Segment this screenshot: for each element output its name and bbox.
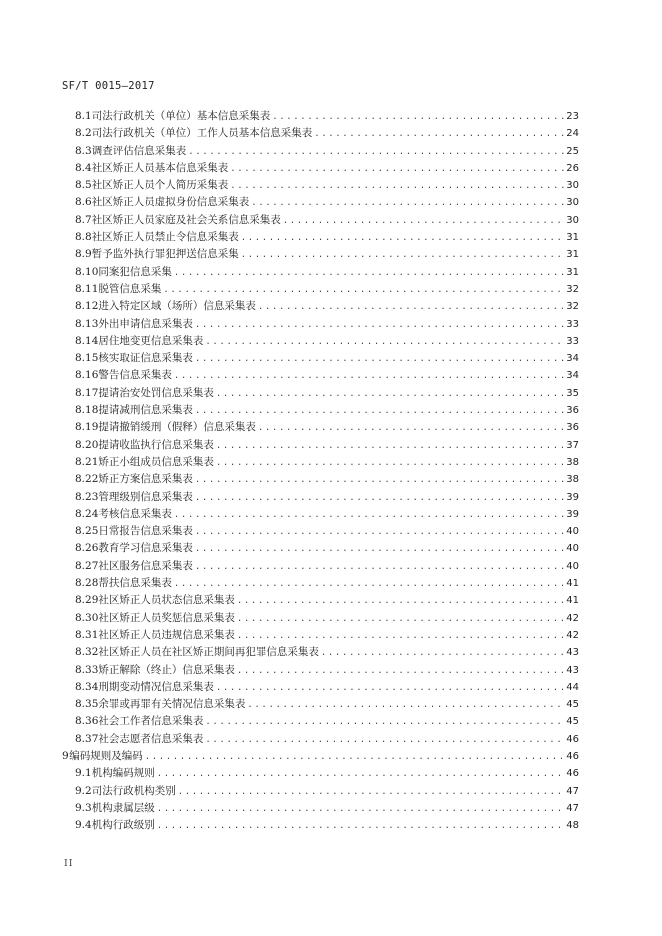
toc-entry[interactable] (62, 592, 579, 609)
toc-leader-dots (157, 801, 565, 818)
toc-entry[interactable] (62, 575, 579, 592)
toc-leader-dots (195, 559, 564, 576)
toc-entry-number: 8.10 (75, 265, 99, 278)
toc-entry[interactable] (62, 644, 579, 661)
toc-entry-number: 9 (62, 749, 69, 762)
toc-entry-page: 35 (566, 387, 579, 399)
toc-entry-number: 8.4 (75, 161, 92, 174)
toc-entry[interactable] (62, 350, 579, 367)
toc-entry-number: 8.35 (75, 698, 99, 711)
toc-entry-title[interactable]: 机构行政级别 (91, 819, 155, 832)
toc-entry-title[interactable]: 机构隶属层级 (91, 801, 155, 814)
page-number: II (64, 858, 74, 869)
toc-entry-number: 8.1 (75, 110, 92, 122)
toc-entry[interactable] (62, 194, 579, 211)
toc-leader-dots (321, 645, 564, 662)
toc-entry-title[interactable]: 社会工作者信息采集表 (98, 715, 204, 728)
toc-entry-page: 26 (566, 162, 579, 174)
toc-entry[interactable] (62, 696, 579, 713)
toc-entry-page: 33 (566, 318, 579, 330)
toc-entry[interactable] (62, 298, 579, 315)
toc-entry[interactable] (62, 558, 579, 575)
toc-entry[interactable] (62, 316, 579, 333)
toc-entry[interactable] (62, 177, 579, 194)
toc-entry[interactable] (62, 212, 579, 229)
toc-leader-dots (195, 541, 564, 558)
toc-entry-page: 46 (566, 733, 579, 745)
toc-entry-number: 8.27 (75, 559, 99, 572)
toc-leader-dots (237, 663, 564, 680)
toc-leader-dots (258, 299, 564, 316)
toc-leader-dots (145, 749, 565, 766)
toc-leader-dots (195, 490, 564, 507)
toc-entry-title[interactable]: 刑期变动情况信息采集表 (98, 680, 214, 693)
toc-entry[interactable] (62, 817, 579, 834)
toc-leader-dots (241, 230, 565, 247)
toc-entry-title[interactable]: 社区矫正人员基本信息采集表 (91, 161, 229, 174)
toc-leader-dots (174, 507, 564, 524)
toc-entry-page: 43 (566, 664, 579, 676)
toc-entry-title[interactable]: 司法行政机构类别 (91, 784, 176, 797)
toc-entry-number: 8.6 (75, 196, 92, 209)
toc-entry-title[interactable]: 社区矫正人员禁止令信息采集表 (91, 231, 239, 244)
toc-entry[interactable] (62, 125, 579, 142)
toc-entry-title[interactable]: 教育学习信息采集表 (98, 542, 193, 555)
toc-entry-number: 8.7 (75, 213, 92, 226)
toc-leader-dots (283, 213, 565, 230)
toc-entry-title[interactable]: 矫正小组成员信息采集表 (98, 455, 214, 468)
toc-entry-title[interactable]: 矫正方案信息采集表 (98, 473, 193, 486)
toc-leader-dots (205, 732, 564, 749)
toc-entry-number: 8.29 (75, 594, 99, 607)
toc-entry-page: 45 (566, 699, 579, 711)
toc-entry-number: 8.17 (75, 386, 99, 399)
toc-entry-number: 8.37 (75, 732, 99, 745)
toc-entry-number: 8.5 (75, 179, 92, 192)
toc-leader-dots (237, 628, 564, 645)
toc-entry-page: 34 (566, 353, 579, 365)
toc-entry-page: 30 (566, 180, 579, 192)
toc-leader-dots (195, 351, 564, 368)
toc-entry[interactable] (62, 679, 579, 696)
toc-entry-title[interactable]: 矫正解除（终止）信息采集表 (98, 663, 235, 676)
toc-entry-title[interactable]: 提请撤销缓刑（假释）信息采集表 (98, 421, 256, 434)
toc-entry-page: 24 (566, 128, 579, 140)
toc-entry-number: 8.32 (75, 646, 99, 659)
toc-entry-title[interactable]: 提请减刑信息采集表 (98, 404, 193, 417)
toc-leader-dots (188, 144, 564, 161)
toc-entry-title[interactable]: 司法行政机关（单位）工作人员基本信息采集表 (91, 127, 313, 140)
toc-entry-title[interactable]: 外出申请信息采集表 (98, 317, 193, 330)
toc-entry-number: 8.33 (75, 663, 99, 676)
toc-entry-page: 25 (566, 145, 579, 157)
toc-entry-page: 23 (566, 111, 579, 122)
toc-leader-dots (241, 247, 565, 264)
toc-entry-page: 32 (566, 301, 579, 313)
toc-leader-dots (178, 784, 565, 801)
toc-entry-page: 47 (566, 785, 579, 797)
toc-entry-number: 8.31 (75, 628, 99, 641)
toc-entry-number: 8.28 (75, 577, 99, 590)
toc-entry-title[interactable]: 机构编码规则 (91, 767, 155, 780)
toc-entry[interactable] (62, 627, 579, 644)
toc-leader-dots (230, 161, 564, 178)
toc-leader-dots (216, 680, 564, 697)
toc-leader-dots (258, 420, 564, 437)
toc-entry[interactable] (62, 610, 579, 627)
toc-entry-page: 41 (566, 578, 579, 590)
toc-leader-dots (174, 576, 564, 593)
toc-leader-dots (251, 195, 564, 212)
standard-code-header: SF/T 0015—2017 (62, 80, 155, 92)
toc-entry-title[interactable]: 社区矫正人员虚拟身份信息采集表 (91, 196, 250, 209)
toc-entry-title[interactable]: 调查评估信息采集表 (91, 144, 187, 157)
toc-entry-title[interactable]: 余罪或再罪有关情况信息采集表 (98, 698, 246, 711)
toc-leader-dots (272, 109, 564, 126)
toc-entry-title[interactable]: 核实取证信息采集表 (98, 352, 193, 365)
toc-entry-title[interactable]: 编码规则及编码 (69, 749, 143, 762)
toc-entry-number: 8.2 (75, 127, 92, 140)
toc-entry[interactable] (62, 419, 579, 436)
toc-entry-title[interactable]: 司法行政机关（单位）基本信息采集表 (91, 110, 271, 122)
toc-entry-title[interactable]: 社区矫正人员在社区矫正期间再犯罪信息采集表 (98, 646, 319, 659)
toc-entry-title[interactable]: 考核信息采集表 (98, 507, 172, 520)
toc-leader-dots (157, 818, 565, 835)
toc-entry-title[interactable]: 社区矫正人员个人简历采集表 (91, 179, 229, 192)
toc-entry-page: 46 (566, 750, 579, 762)
toc-entry-number: 8.13 (75, 317, 99, 330)
toc-entry[interactable] (62, 246, 579, 263)
toc-leader-dots (216, 386, 564, 403)
toc-entry[interactable] (62, 402, 579, 419)
toc-entry-page: 38 (566, 474, 579, 486)
toc-entry[interactable] (62, 108, 579, 125)
toc-entry-number: 8.23 (75, 490, 99, 503)
toc-entry-page: 37 (566, 439, 579, 451)
toc-leader-dots (237, 611, 564, 628)
toc-entry[interactable] (62, 471, 579, 488)
toc-leader-dots (205, 334, 564, 351)
toc-entry-title[interactable]: 管理级别信息采集表 (98, 490, 193, 503)
toc-leader-dots (195, 403, 564, 420)
toc-entry-number: 8.24 (75, 507, 99, 520)
toc-entry-page: 30 (566, 214, 579, 226)
toc-entry[interactable] (62, 506, 579, 523)
toc-leader-dots (195, 524, 564, 541)
toc-entry-number: 9.1 (75, 767, 92, 780)
table-of-contents (62, 108, 579, 834)
toc-entry-number: 8.16 (75, 369, 99, 382)
toc-entry[interactable] (62, 160, 579, 177)
toc-entry[interactable] (62, 489, 579, 506)
toc-entry-page: 46 (566, 768, 579, 780)
toc-entry-page: 44 (566, 681, 579, 693)
toc-entry-number: 8.36 (75, 715, 99, 728)
toc-entry-title[interactable]: 帮扶信息采集表 (98, 577, 172, 590)
toc-entry-title[interactable]: 居住地变更信息采集表 (98, 334, 204, 347)
toc-entry[interactable] (62, 783, 579, 800)
toc-leader-dots (237, 593, 564, 610)
toc-entry-title[interactable]: 社区矫正人员违规信息采集表 (98, 628, 235, 641)
toc-leader-dots (247, 697, 564, 714)
toc-entry[interactable] (62, 333, 579, 350)
toc-entry-page: 30 (566, 197, 579, 209)
toc-leader-dots (314, 126, 564, 143)
toc-entry[interactable] (62, 748, 579, 765)
toc-entry-page: 33 (566, 335, 579, 347)
toc-entry-page: 39 (566, 508, 579, 520)
toc-entry-page: 36 (566, 405, 579, 417)
toc-entry-title[interactable]: 同案犯信息采集 (98, 265, 172, 278)
toc-leader-dots (157, 766, 565, 783)
toc-entry-number: 8.11 (75, 282, 99, 295)
toc-entry-title[interactable]: 社区服务信息采集表 (98, 559, 193, 572)
toc-entry-number: 8.14 (75, 334, 99, 347)
toc-entry-number: 9.4 (75, 819, 92, 832)
toc-entry[interactable] (62, 662, 579, 679)
toc-entry-number: 8.30 (75, 611, 99, 624)
toc-entry-page: 40 (566, 526, 579, 538)
toc-entry-title[interactable]: 暂予监外执行罪犯押送信息采集 (91, 248, 239, 261)
toc-entry-number: 9.3 (75, 801, 92, 814)
toc-entry-number: 8.15 (75, 352, 99, 365)
toc-entry[interactable] (62, 385, 579, 402)
toc-entry-title[interactable]: 社区矫正人员状态信息采集表 (98, 594, 235, 607)
toc-leader-dots (205, 714, 564, 731)
toc-entry[interactable] (62, 765, 579, 782)
toc-entry-number: 8.19 (75, 421, 99, 434)
toc-entry[interactable] (62, 523, 579, 540)
toc-entry-title[interactable]: 警告信息采集表 (98, 369, 172, 382)
toc-entry-number: 9.2 (75, 784, 92, 797)
toc-entry-page: 48 (566, 820, 579, 832)
toc-entry[interactable] (62, 367, 579, 384)
toc-entry-page: 45 (566, 716, 579, 728)
toc-entry-title[interactable]: 日常报告信息采集表 (98, 525, 193, 538)
toc-entry-number: 8.21 (75, 455, 99, 468)
toc-entry-number: 8.20 (75, 438, 99, 451)
toc-entry-number: 8.26 (75, 542, 99, 555)
toc-entry[interactable] (62, 540, 579, 557)
toc-entry[interactable] (62, 713, 579, 730)
toc-entry-page: 34 (566, 370, 579, 382)
toc-entry[interactable] (62, 437, 579, 454)
toc-entry-number: 8.9 (75, 248, 92, 261)
toc-leader-dots (174, 368, 564, 385)
toc-entry[interactable] (62, 143, 579, 160)
toc-entry-number: 8.18 (75, 404, 99, 417)
toc-entry-page: 36 (566, 422, 579, 434)
toc-entry[interactable] (62, 281, 579, 298)
toc-entry-number: 8.22 (75, 473, 99, 486)
toc-entry-title[interactable]: 社区矫正人员家庭及社会关系信息采集表 (91, 213, 281, 226)
toc-entry-page: 38 (566, 456, 579, 468)
toc-entry-page: 39 (566, 491, 579, 503)
toc-entry-number: 8.8 (75, 231, 92, 244)
toc-entry-page: 43 (566, 647, 579, 659)
toc-leader-dots (195, 472, 564, 489)
toc-entry-number: 8.34 (75, 680, 99, 693)
toc-leader-dots (216, 455, 564, 472)
toc-leader-dots (230, 178, 564, 195)
toc-entry-number: 8.12 (75, 300, 99, 313)
toc-entry-title[interactable]: 提请治安处罚信息采集表 (98, 386, 214, 399)
toc-entry-page: 47 (566, 802, 579, 814)
toc-entry-title[interactable]: 社区矫正人员奖惩信息采集表 (98, 611, 235, 624)
toc-entry-page: 31 (566, 266, 579, 278)
toc-entry-page: 32 (566, 283, 579, 295)
toc-entry-page: 42 (566, 629, 579, 641)
toc-entry-page: 31 (566, 249, 579, 261)
toc-leader-dots (195, 317, 564, 334)
toc-entry-number: 8.3 (75, 144, 92, 157)
toc-entry-number: 8.25 (75, 525, 99, 538)
toc-entry-title[interactable]: 提请收监执行信息采集表 (98, 438, 214, 451)
toc-entry[interactable] (62, 229, 579, 246)
toc-entry-page: 40 (566, 543, 579, 555)
toc-entry-page: 31 (566, 232, 579, 244)
toc-leader-dots (216, 438, 564, 455)
toc-leader-dots (163, 282, 564, 299)
toc-leader-dots (174, 265, 564, 282)
toc-entry-title[interactable]: 脱管信息采集 (98, 282, 162, 295)
toc-entry[interactable] (62, 731, 579, 748)
toc-entry[interactable] (62, 454, 579, 471)
toc-entry-page: 41 (566, 595, 579, 607)
toc-entry-title[interactable]: 进入特定区域（场所）信息采集表 (98, 300, 256, 313)
toc-entry-title[interactable]: 社会志愿者信息采集表 (98, 732, 204, 745)
toc-entry[interactable] (62, 800, 579, 817)
toc-entry[interactable] (62, 264, 579, 281)
toc-entry-page: 42 (566, 612, 579, 624)
toc-entry-page: 40 (566, 560, 579, 572)
